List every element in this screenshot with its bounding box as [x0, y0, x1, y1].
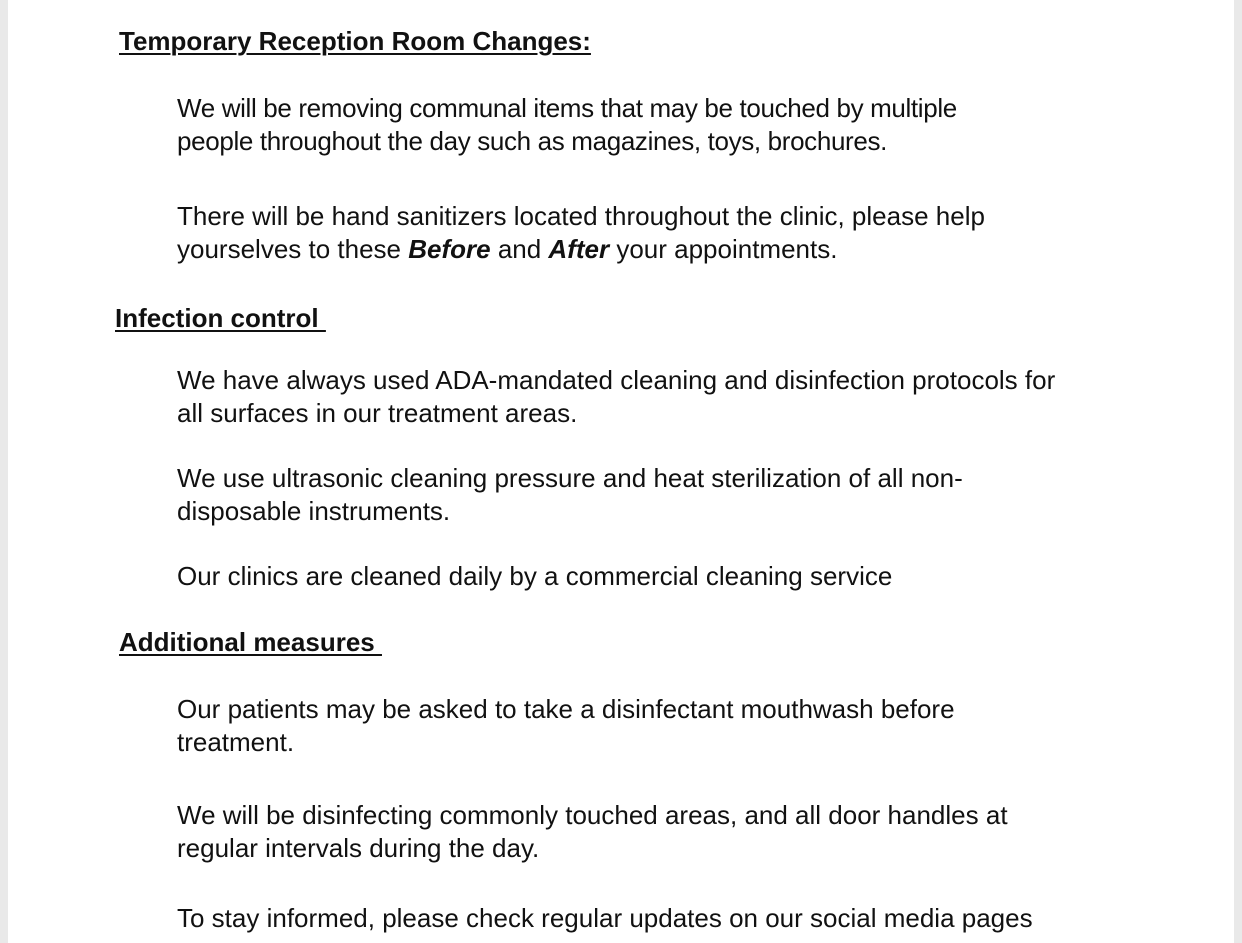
paragraph-line — [177, 233, 1167, 266]
paragraph-line: disposable instruments. — [177, 496, 451, 526]
emphasis-after: After — [548, 234, 610, 264]
emphasis-before: Before — [408, 234, 491, 264]
paragraph-line: We use ultrasonic cleaning pressure and heat sterilization of all non- — [177, 463, 963, 493]
paragraph-line: Our clinics are cleaned daily by a commercial cleaning service — [177, 561, 893, 591]
paragraph-line: We will be disinfecting commonly touched areas, and all door handles at — [177, 800, 1008, 830]
paragraph-communal-items — [177, 92, 1167, 158]
section-heading-additional-measures: Additional measures — [119, 627, 382, 657]
paragraph-social-media — [177, 902, 1167, 935]
section-heading-infection-control: Infection control — [115, 303, 326, 333]
document-page — [8, 0, 1234, 943]
paragraph-line: To stay informed, please check regular updates on our social media pages — [177, 903, 1033, 933]
paragraph-ada-protocols — [177, 364, 1167, 430]
paragraph-door-handles — [177, 799, 1167, 865]
paragraph-line: all surfaces in our treatment areas. — [177, 398, 578, 428]
text-run: yourselves to these — [177, 234, 409, 264]
paragraph-cleaning-service — [177, 560, 1167, 593]
text-run: your appointments. — [609, 234, 838, 264]
text-run: and — [490, 234, 549, 264]
paragraph-sterilization — [177, 462, 1167, 528]
paragraph-line: There will be hand sanitizers located throughout the clinic, please help — [177, 201, 985, 231]
paragraph-line: We will be removing communal items that may be touched by multiple — [177, 93, 957, 123]
paragraph-line: treatment. — [177, 727, 295, 757]
paragraph-mouthwash — [177, 693, 1167, 759]
section-heading-reception: Temporary Reception Room Changes: — [119, 26, 591, 56]
paragraph-line: We have always used ADA-mandated cleaning and disinfection protocols for — [177, 365, 1056, 395]
paragraph-line: people throughout the day such as magazines, toys, brochures. — [177, 126, 887, 156]
paragraph-hand-sanitizers — [177, 200, 1167, 266]
paragraph-line: regular intervals during the day. — [177, 833, 540, 863]
paragraph-line: Our patients may be asked to take a disinfectant mouthwash before — [177, 694, 955, 724]
